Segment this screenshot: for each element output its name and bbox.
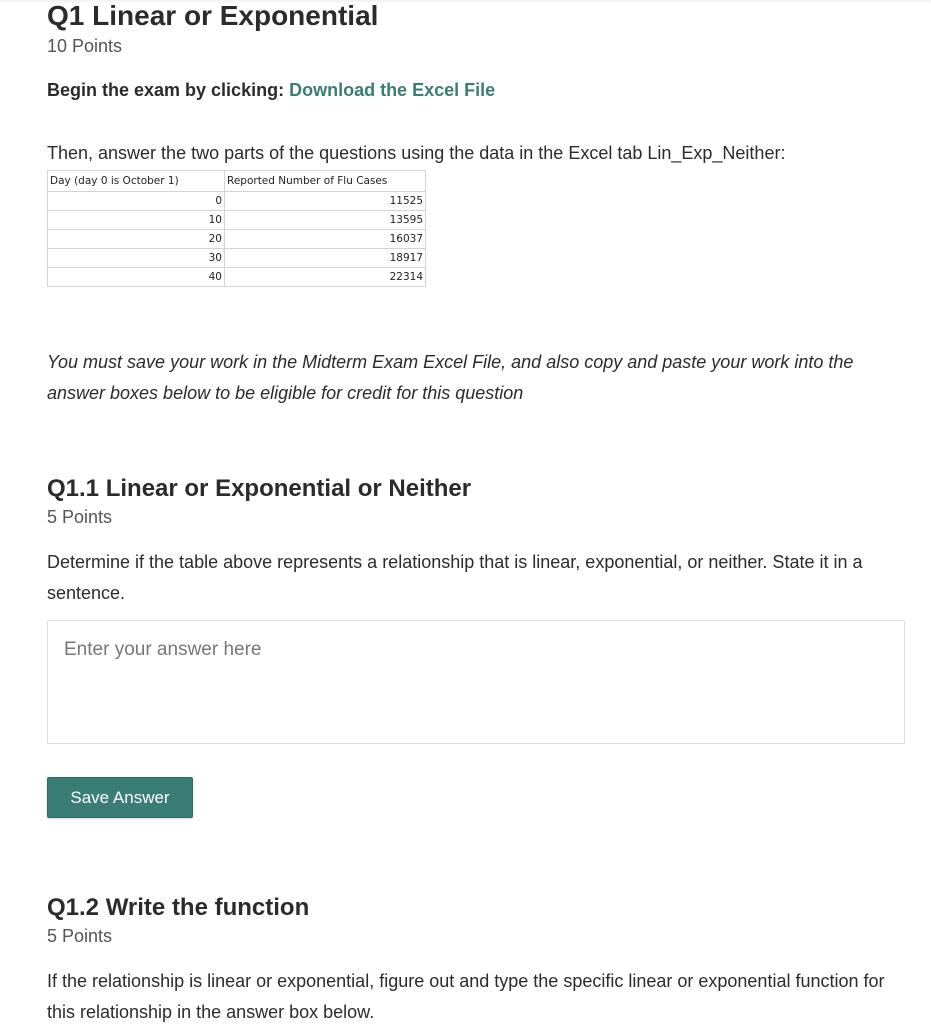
table-header-row (48, 171, 426, 192)
table-cell-day: 0 (48, 192, 225, 211)
table-row (48, 268, 426, 287)
q1-2-prompt: If the relationship is linear or exponential, figure out and type the specific linear or exponential function for this relationship in the answer box below. (47, 971, 885, 1022)
excel-data-table (47, 170, 426, 287)
flu-cases-table (47, 170, 426, 287)
table-header-cell: Reported Number of Flu Cases (225, 171, 426, 192)
q1-2-title-text: Write the function (105, 894, 310, 921)
q1-2-number: Q1.2 (47, 894, 100, 921)
intro-prefix: Begin the exam by clicking: (47, 80, 290, 100)
download-excel-link[interactable]: Download the Excel File (289, 80, 496, 100)
q1-1-number: Q1.1 (47, 475, 100, 502)
q1-header (47, 0, 378, 32)
table-cell-cases: 11525 (225, 192, 426, 211)
q1-number: Q1 (47, 0, 85, 31)
table-cell-cases: 13595 (225, 211, 426, 230)
exam-intro (47, 80, 495, 101)
q1-1-prompt: Determine if the table above represents a relationship that is linear, exponential, or neither. State it in a sentence. (47, 552, 863, 603)
q1-instructions: Then, answer the two parts of the questions using the data in the Excel tab Lin_Exp_Neither: (47, 143, 786, 163)
q1-1-answer-wrapper (47, 620, 905, 744)
table-row (48, 211, 426, 230)
q1-points: 10 Points (47, 36, 123, 56)
save-answer-button[interactable]: Save Answer (47, 777, 193, 818)
q1-2-title (47, 894, 309, 922)
table-header-cell: Day (day 0 is October 1) (48, 171, 225, 192)
q1-title-text: Linear or Exponential (92, 0, 379, 31)
table-row (48, 192, 426, 211)
table-cell-day: 10 (48, 211, 225, 230)
table-cell-day: 30 (48, 249, 225, 268)
q1-1-title (47, 475, 471, 503)
q1-1-title-text: Linear or Exponential or Neither (105, 475, 472, 502)
q1-1-points: 5 Points (47, 507, 113, 527)
table-cell-cases: 18917 (225, 249, 426, 268)
save-work-note: You must save your work in the Midterm Exam Excel File, and also copy and paste your work into the answer boxes below to be eligible for credit for this question (47, 352, 854, 403)
q1-1-answer-input[interactable] (47, 620, 905, 744)
table-row (48, 249, 426, 268)
table-cell-cases: 16037 (225, 230, 426, 249)
q1-title (47, 0, 378, 32)
q1-2-points: 5 Points (47, 926, 113, 946)
table-row (48, 230, 426, 249)
save-answer-wrapper (47, 777, 193, 818)
table-cell-day: 40 (48, 268, 225, 287)
table-cell-cases: 22314 (225, 268, 426, 287)
table-cell-day: 20 (48, 230, 225, 249)
